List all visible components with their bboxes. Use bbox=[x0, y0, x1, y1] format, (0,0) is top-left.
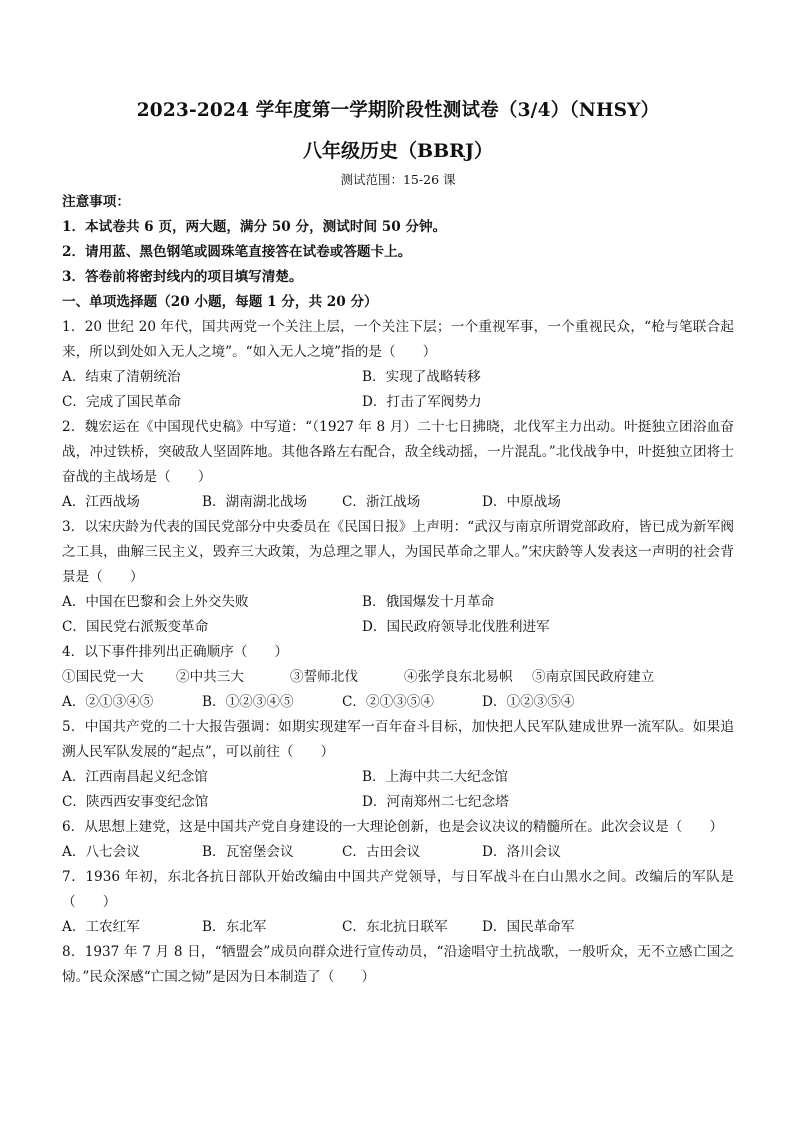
option: A．江西战场 bbox=[62, 494, 140, 510]
question-stem: 5．中国共产党的二十大报告强调：如期实现建军一百年奋斗目标，加快把人民军队建成世界一流军队。如果追溯人民军队发展的“起点”，可以前往（ ） bbox=[62, 719, 734, 760]
exam-title: 2023-2024 学年度第一学期阶段性测试卷（3/4）（NHSY） bbox=[136, 100, 660, 121]
question-stem: 1．20 世纪 20 年代，国共两党一个关注上层，一个关注下层；一个重视军事，一个重视民众，“枪与笔联合起来，所以到处如入无人之境”。“如入无人之境”指的是（ ） bbox=[62, 319, 734, 360]
option: A．八七会议 bbox=[62, 844, 140, 860]
event-item: ②中共三大 bbox=[176, 669, 244, 685]
notes-heading: 注意事项： bbox=[62, 194, 130, 210]
options-row bbox=[62, 590, 734, 615]
options-row bbox=[62, 615, 734, 640]
option: A．②①③④⑤ bbox=[62, 694, 154, 710]
option: C．陕西西安事变纪念馆 bbox=[62, 794, 209, 810]
note-item: 3．答卷前将密封线内的项目填写清楚。 bbox=[62, 269, 303, 285]
question-stem: 8．1937 年 7 月 8 日，“牺盟会”成员向群众进行宣传动员，“沿途唱守土抗战歌，一般听众，无不立感亡国之恸。”民众深感“亡国之恸”是因为日本制造了（ ） bbox=[62, 944, 734, 985]
question-stem: 6．从思想上建党，这是中国共产党自身建设的一大理论创新，也是会议决议的精髓所在。此次会议是（ ） bbox=[62, 819, 724, 835]
options-row bbox=[62, 765, 734, 790]
options-row bbox=[62, 365, 734, 390]
options-row bbox=[62, 790, 734, 815]
option: B．实现了战略转移 bbox=[362, 369, 481, 385]
option: C．国民党右派叛变革命 bbox=[62, 619, 209, 635]
event-item: ①国民党一大 bbox=[62, 669, 144, 685]
exam-page bbox=[62, 96, 734, 990]
test-range: 测试范围：15-26 课 bbox=[340, 172, 456, 187]
event-item: ④张学良东北易帜 bbox=[404, 669, 513, 685]
option: B．①②③④⑤ bbox=[202, 694, 294, 710]
option: D．国民革命军 bbox=[482, 919, 575, 935]
option: C．东北抗日联军 bbox=[342, 919, 448, 935]
option: D．中原战场 bbox=[482, 494, 561, 510]
section-heading: 一、单项选择题（20 小题，每题 1 分，共 20 分） bbox=[62, 294, 378, 310]
options-row bbox=[62, 390, 734, 415]
option: B．湖南湖北战场 bbox=[202, 494, 308, 510]
option: B．上海中共二大纪念馆 bbox=[362, 769, 508, 785]
option: B．东北军 bbox=[202, 919, 267, 935]
options-row bbox=[62, 915, 734, 940]
option: D．国民政府领导北伐胜利进军 bbox=[362, 619, 550, 635]
event-items-row bbox=[62, 665, 734, 690]
question-stem: 2．魏宏运在《中国现代史稿》中写道：“（1927 年 8 月）二十七日拂晓，北伐军主力出动。叶挺独立团浴血奋战，冲过铁桥，突破敌人坚固阵地。其他各路左右配合，敌全线动摇，一片混乱。”北伐战争中，叶挺独立团将士奋战的主战场是（ ） bbox=[62, 419, 734, 485]
option: C．完成了国民革命 bbox=[62, 394, 182, 410]
option: D．打击了军阀势力 bbox=[362, 394, 482, 410]
option: A．江西南昌起义纪念馆 bbox=[62, 769, 208, 785]
option: D．洛川会议 bbox=[482, 844, 561, 860]
event-item: ③誓师北伐 bbox=[290, 669, 358, 685]
option: B．瓦窑堡会议 bbox=[202, 844, 294, 860]
option: D．①②③⑤④ bbox=[482, 694, 575, 710]
event-item: ⑤南京国民政府建立 bbox=[532, 669, 655, 685]
options-row bbox=[62, 490, 734, 515]
question-stem: 3．以宋庆龄为代表的国民党部分中央委员在《民国日报》上声明：“武汉与南京所谓党部政府，皆已成为新军阀之工具，曲解三民主义，毁弃三大政策，为总理之罪人，为国民革命之罪人。”宋庆龄等人发表这一声明的社会背景是（ ） bbox=[62, 519, 734, 585]
question-stem: 7．1936 年初，东北各抗日部队开始改编由中国共产党领导，与日军战斗在白山黑水之间。改编后的军队是（ ） bbox=[62, 869, 734, 910]
note-item: 1．本试卷共 6 页，两大题，满分 50 分，测试时间 50 分钟。 bbox=[62, 219, 447, 235]
question-stem: 4．以下事件排列出正确顺序（ ） bbox=[62, 644, 289, 660]
options-row bbox=[62, 690, 734, 715]
option: A．中国在巴黎和会上外交失败 bbox=[62, 594, 249, 610]
options-row bbox=[62, 840, 734, 865]
exam-subtitle: 八年级历史（BBRJ） bbox=[303, 140, 493, 162]
option: C．②①③⑤④ bbox=[342, 694, 434, 710]
option: B．俄国爆发十月革命 bbox=[362, 594, 495, 610]
option: C．古田会议 bbox=[342, 844, 421, 860]
note-item: 2．请用蓝、黑色钢笔或圆珠笔直接答在试卷或答题卡上。 bbox=[62, 244, 412, 260]
option: A．工农红军 bbox=[62, 919, 140, 935]
option: D．河南郑州二七纪念塔 bbox=[362, 794, 509, 810]
option: A．结束了清朝统治 bbox=[62, 369, 181, 385]
option: C．浙江战场 bbox=[342, 494, 421, 510]
